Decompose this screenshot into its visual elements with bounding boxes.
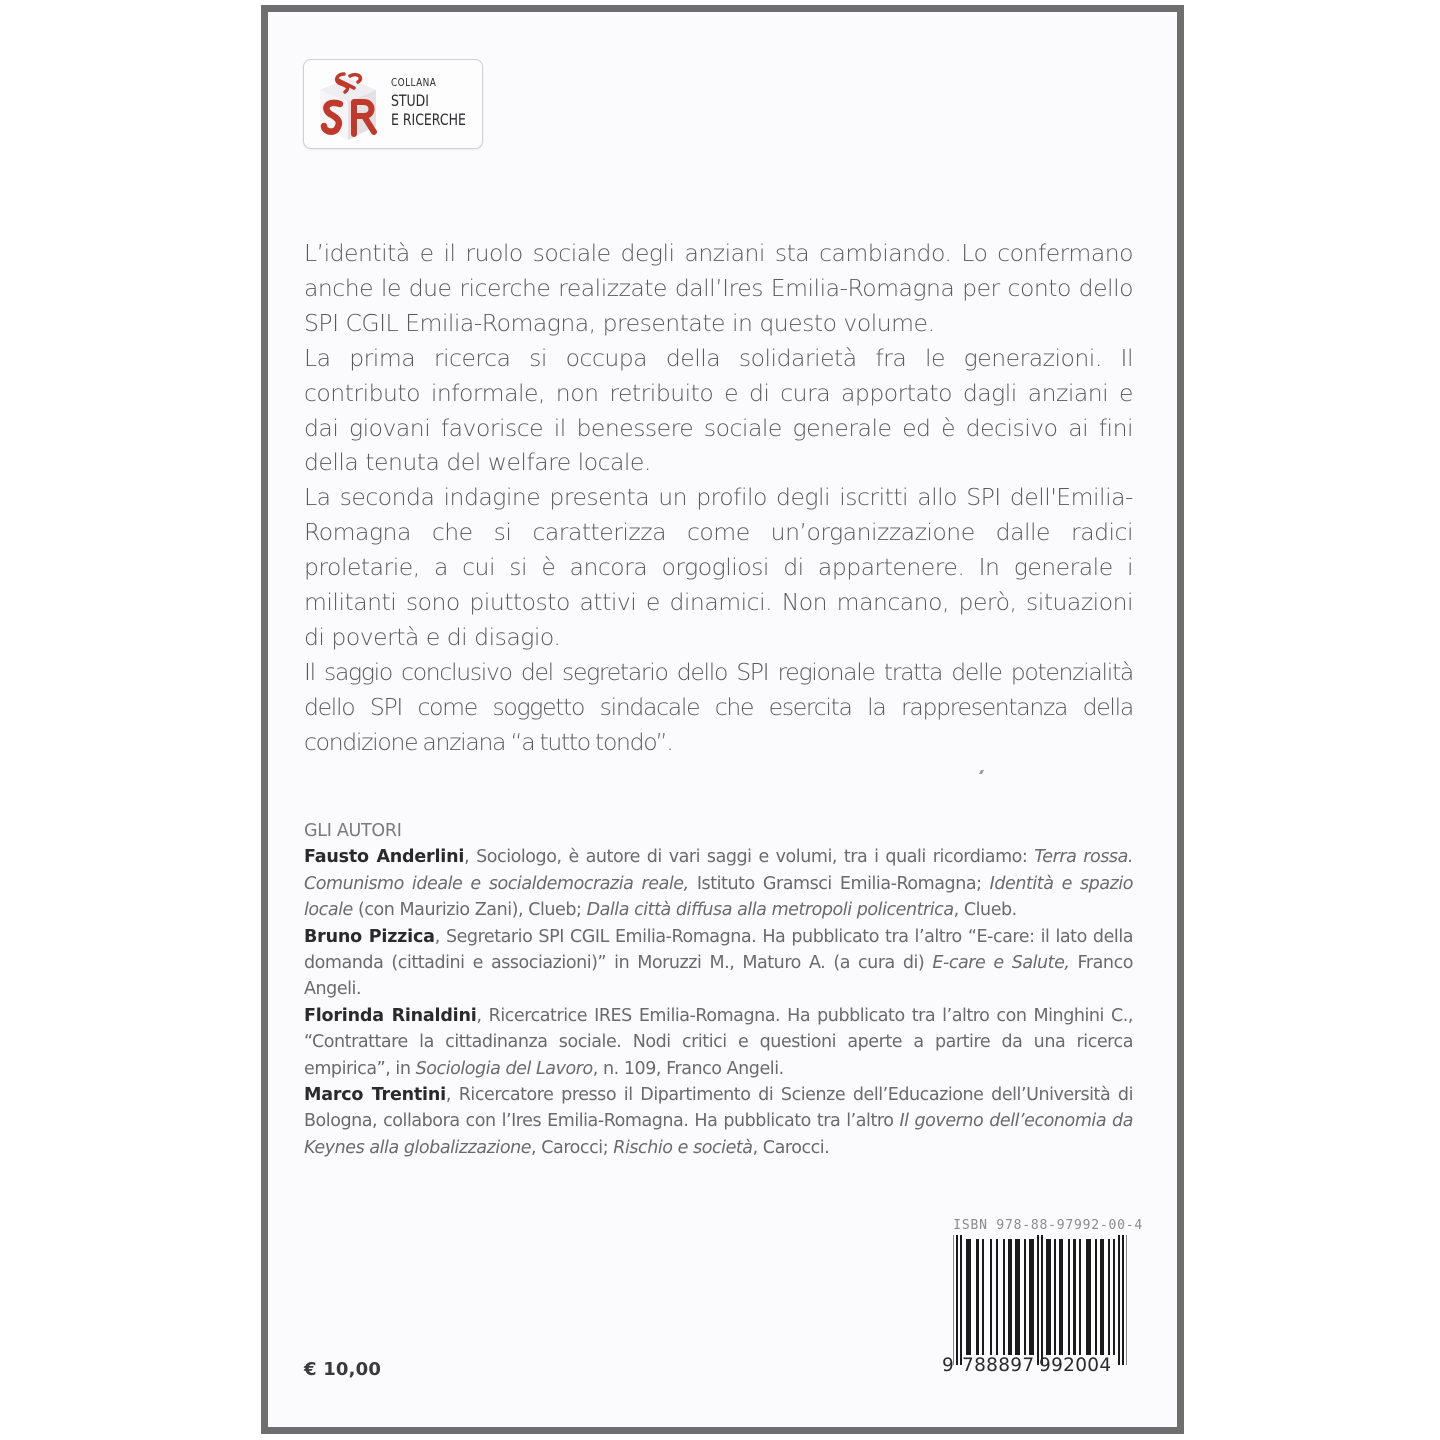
blurb-paragraph: La seconda indagine presenta un profilo degli iscritti allo SPI dell'Emilia-Romagna che si caratterizza come un’organizzazione dalle radici proletarie, a cui si è ancora orgogliosi di appartenere. In generale i militanti sono piuttosto attivi e dinamici. Non mancano, però, situazioni di povertà e di disagio. bbox=[304, 483, 1133, 651]
book-title: Sociologia del Lavoro bbox=[415, 1058, 593, 1079]
isbn-barcode: ISBN 978-88-97992-00-4 9 788897 992004 bbox=[938, 1218, 1148, 1365]
sr-cube-logo-icon bbox=[314, 68, 382, 142]
book-title: E-care e Salute, bbox=[932, 953, 1070, 974]
book-title: Dalla città diffusa alla metropoli policentrica bbox=[586, 900, 954, 921]
barcode-icon bbox=[938, 1235, 1148, 1365]
book-back-cover bbox=[261, 5, 1184, 1434]
series-label: COLLANA bbox=[391, 77, 437, 89]
author-entry: Florinda Rinaldini, Ricercatrice IRES Emilia-Romagna. Ha pubblicato tra l’altro con Minghini C., “Contrattare la cittadinanza sociale. Nodi critici e questioni aperte a partire da una ricerca empirica”, in Sociologia del Lavoro, n. 109, Franco Angeli. bbox=[304, 1005, 1133, 1079]
book-title: Il governo dell’economia da Keynes alla globalizzazione bbox=[304, 1111, 1133, 1158]
book-title: Rischio e società bbox=[613, 1137, 753, 1158]
series-name-line1: STUDI bbox=[391, 90, 429, 110]
blurb-paragraph: La prima ricerca si occupa della solidarietà fra le generazioni. Il contributo informale, non retribuito e di cura apportato dagli anziani e dai giovani favorisce il benessere sociale generale ed è decisivo ai fini della tenuta del welfare locale. bbox=[304, 343, 1133, 477]
book-title: Terra rossa. Comunismo ideale e socialdemocrazia reale, bbox=[304, 847, 1133, 894]
author-name: Bruno Pizzica bbox=[304, 926, 435, 947]
author-entry: Fausto Anderlini, Sociologo, è autore di vari saggi e volumi, tra i quali ricordiamo: Terra rossa. Comunismo ideale e socialdemocrazia reale, Istituto Gramsci Emilia-Romagna; Identità e spazio locale (con Maurizio Zani), Clueb; Dalla città diffusa alla metropoli policentrica, Clueb. bbox=[304, 847, 1133, 921]
blurb bbox=[304, 236, 1133, 760]
authors-section bbox=[304, 818, 1133, 1161]
book-title: Identità e spazio locale bbox=[304, 873, 1133, 921]
author-name: Fausto Anderlini bbox=[304, 847, 465, 868]
author-name: Florinda Rinaldini bbox=[304, 1005, 477, 1026]
authors-heading: GLI AUTORI bbox=[304, 821, 402, 841]
author-entry: Marco Trentini, Ricercatore presso il Dipartimento di Scienze dell’Educazione dell’Università di Bologna, collabora con l’Ires Emilia-Romagna. Ha pubblicato tra l’altro Il governo dell’economia da Keynes alla globalizzazione, Carocci; Rischio e società, Carocci. bbox=[304, 1085, 1133, 1158]
blurb-paragraph: L’identità e il ruolo sociale degli anziani sta cambiando. Lo confermano anche le due ricerche realizzate dall’Ires Emilia-Romagna per conto dello SPI CGIL Emilia-Romagna, presentate in questo volume. bbox=[304, 239, 1133, 337]
series-name-line2: E RICERCHE bbox=[391, 109, 466, 129]
print-mark bbox=[979, 770, 984, 774]
series-logo bbox=[303, 59, 483, 149]
price: € 10,00 bbox=[304, 1359, 382, 1380]
isbn-label: ISBN 978-88-97992-00-4 bbox=[953, 1218, 1143, 1233]
blurb-paragraph: Il saggio conclusivo del segretario dello SPI regionale tratta delle potenzialità dello SPI come soggetto sindacale che esercita la rappresentanza della condizione anziana “a tutto tondo”. bbox=[304, 657, 1133, 756]
author-entry: Bruno Pizzica, Segretario SPI CGIL Emilia-Romagna. Ha pubblicato tra l’altro “E-care: il lato della domanda (cittadini e associazioni)” in Moruzzi M., Maturo A. (a cura di) E-care e Salute, Franco Angeli. bbox=[304, 926, 1134, 1000]
author-name: Marco Trentini bbox=[304, 1085, 446, 1106]
